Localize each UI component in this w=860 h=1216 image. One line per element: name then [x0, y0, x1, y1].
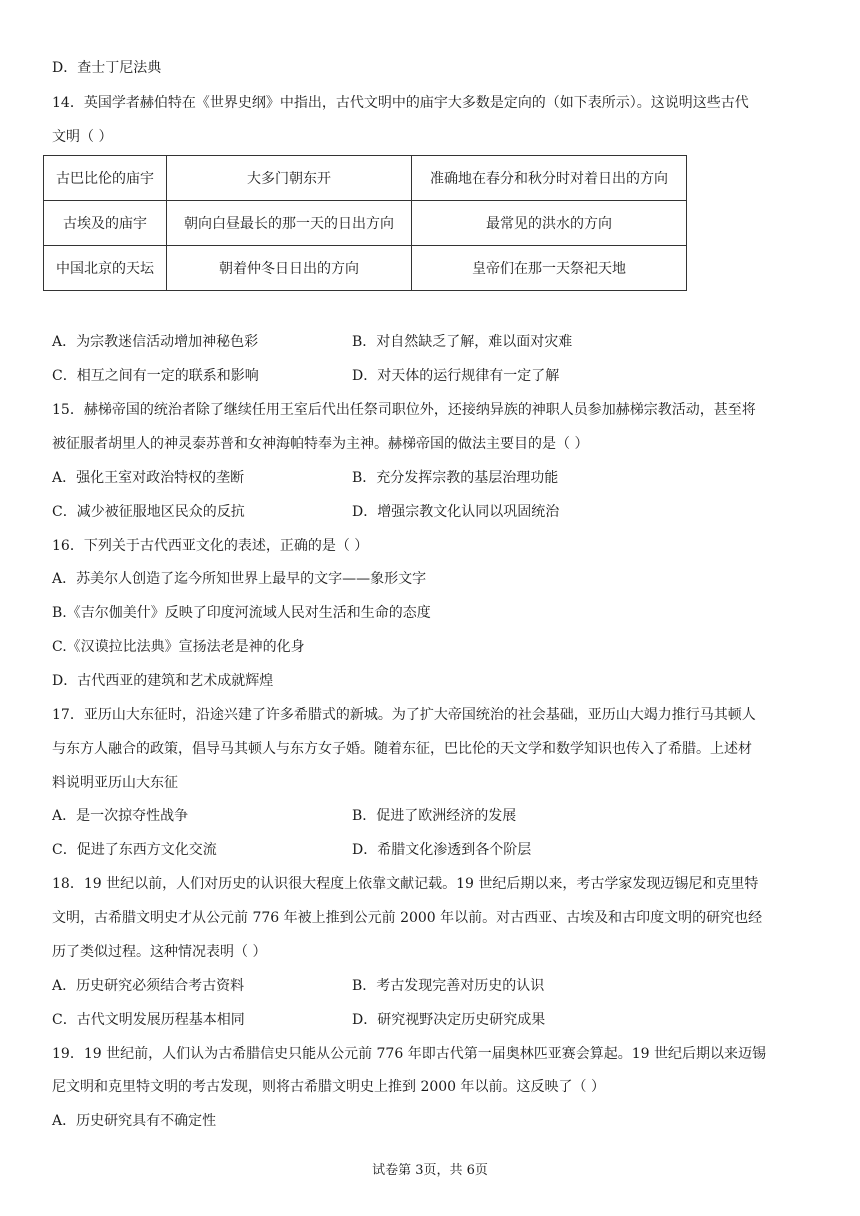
- q14-option-c[interactable]: C．相互之间有一定的联系和影响: [52, 368, 259, 384]
- q18-option-d[interactable]: D．研究视野决定历史研究成果: [352, 1012, 546, 1028]
- table-row: [44, 201, 687, 246]
- table-cell: 朝向白昼最长的那一天的日出方向: [167, 201, 412, 246]
- q14-option-d[interactable]: D．对天体的运行规律有一定了解: [352, 368, 560, 384]
- temple-orientation-table: [43, 155, 687, 291]
- table-cell: 古埃及的庙宇: [44, 201, 167, 246]
- q17-option-c[interactable]: C．促进了东西方文化交流: [52, 842, 217, 858]
- q14-option-b[interactable]: B．对自然缺乏了解，难以面对灾难: [352, 334, 573, 350]
- table-cell: 中国北京的天坛: [44, 246, 167, 291]
- table-cell: 皇帝们在那一天祭祀天地: [412, 246, 687, 291]
- page-footer: 试卷第 3页，共 6页: [372, 1163, 488, 1178]
- q16-option-a[interactable]: A．苏美尔人创造了迄今所知世界上最早的文字——象形文字: [52, 571, 427, 587]
- q18-option-c[interactable]: C．古代文明发展历程基本相同: [52, 1012, 245, 1028]
- q17-stem-line-1: 17．亚历山大东征时，沿途兴建了许多希腊式的新城。为了扩大帝国统治的社会基础，亚历山大竭力推行马其顿人: [52, 707, 756, 723]
- table-cell: 最常见的洪水的方向: [412, 201, 687, 246]
- q15-option-c[interactable]: C．减少被征服地区民众的反抗: [52, 504, 245, 520]
- q18-option-b[interactable]: B．考古发现完善对历史的认识: [352, 978, 545, 994]
- q18-stem-line-1: 18．19 世纪以前，人们对历史的认识很大程度上依靠文献记载。19 世纪后期以来，考古学家发现迈锡尼和克里特: [52, 876, 759, 892]
- q17-option-d[interactable]: D．希腊文化渗透到各个阶层: [352, 842, 532, 858]
- q15-stem-line-1: 15．赫梯帝国的统治者除了继续任用王室后代出任祭司职位外，还接纳异族的神职人员参加赫梯宗教活动，甚至将: [52, 402, 756, 418]
- q16-option-b[interactable]: B.《吉尔伽美什》反映了印度河流域人民对生活和生命的态度: [52, 605, 431, 621]
- q14-stem-line-2: 文明（ ）: [52, 129, 113, 145]
- q15-option-d[interactable]: D．增强宗教文化认同以巩固统治: [352, 504, 560, 520]
- table-cell: 古巴比伦的庙宇: [44, 156, 167, 201]
- q18-stem-line-3: 历了类似过程。这种情况表明（ ）: [52, 944, 267, 960]
- q19-stem-line-2: 尼文明和克里特文明的考古发现，则将古希腊文明史上推到 2000 年以前。这反映了（ ）: [52, 1079, 605, 1095]
- table-row: [44, 246, 687, 291]
- q17-option-b[interactable]: B．促进了欧洲经济的发展: [352, 808, 517, 824]
- q16-option-c[interactable]: C.《汉谟拉比法典》宣扬法老是神的化身: [52, 639, 305, 655]
- q17-stem-line-3: 料说明亚历山大东征: [52, 775, 178, 791]
- q13-option-d: D．查士丁尼法典: [52, 60, 162, 76]
- table-cell: 大多门朝东开: [167, 156, 412, 201]
- q19-stem-line-1: 19．19 世纪前，人们认为古希腊信史只能从公元前 776 年即古代第一届奥林匹亚赛会算起。19 世纪后期以来迈锡: [52, 1046, 766, 1062]
- q15-option-b[interactable]: B．充分发挥宗教的基层治理功能: [352, 470, 559, 486]
- table-cell: 准确地在春分和秋分时对着日出的方向: [412, 156, 687, 201]
- q16-stem-line-1: 16．下列关于古代西亚文化的表述，正确的是（ ）: [52, 538, 369, 554]
- q17-option-a[interactable]: A．是一次掠夺性战争: [52, 808, 189, 824]
- q17-stem-line-2: 与东方人融合的政策，倡导马其顿人与东方女子婚。随着东征，巴比伦的天文学和数学知识也传入了希腊。上述材: [52, 741, 752, 757]
- q15-option-a[interactable]: A．强化王室对政治特权的垄断: [52, 470, 245, 486]
- q15-stem-line-2: 被征服者胡里人的神灵泰苏普和女神海帕特奉为主神。赫梯帝国的做法主要目的是（ ）: [52, 436, 589, 452]
- table-row: [44, 156, 687, 201]
- q19-option-a[interactable]: A．历史研究具有不确定性: [52, 1113, 217, 1129]
- q18-stem-line-2: 文明，古希腊文明史才从公元前 776 年被上推到公元前 2000 年以前。对古西亚、古埃及和古印度文明的研究也经: [52, 910, 763, 926]
- table-cell: 朝着仲冬日日出的方向: [167, 246, 412, 291]
- q14-stem-line-1: 14．英国学者赫伯特在《世界史纲》中指出，古代文明中的庙宇大多数是定向的（如下表所示）。这说明这些古代: [52, 95, 749, 111]
- q16-option-d[interactable]: D．古代西亚的建筑和艺术成就辉煌: [52, 673, 274, 689]
- q18-option-a[interactable]: A．历史研究必须结合考古资料: [52, 978, 245, 994]
- q14-option-a[interactable]: A．为宗教迷信活动增加神秘色彩: [52, 334, 259, 350]
